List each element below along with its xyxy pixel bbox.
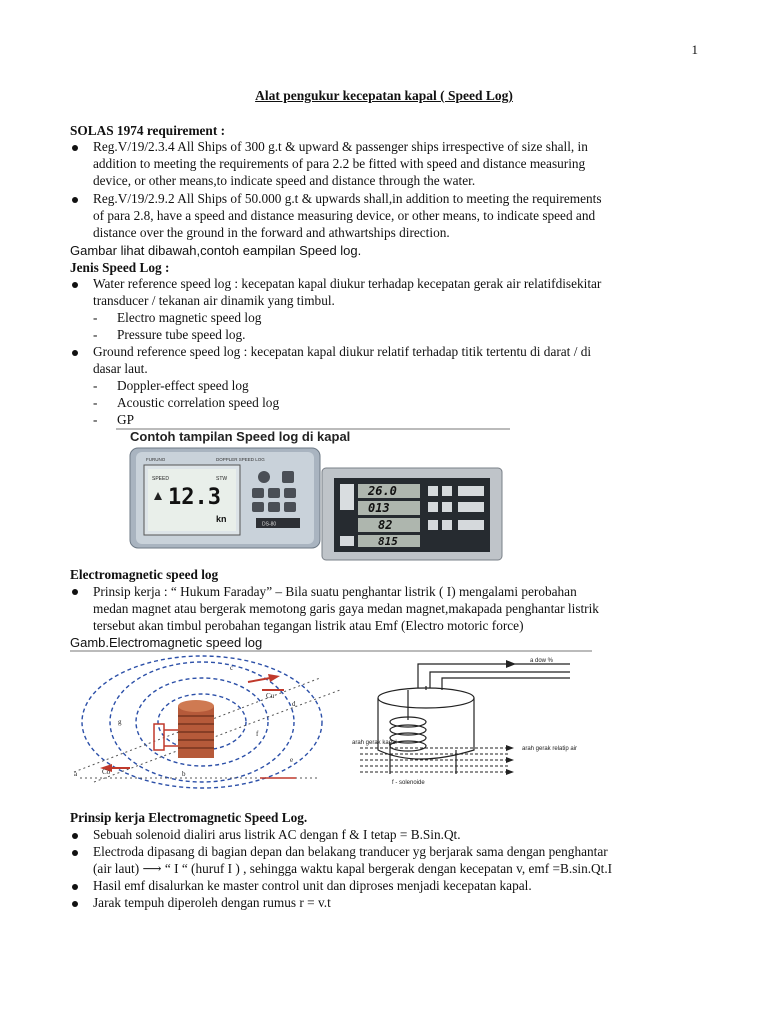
ground-ref-item bbox=[93, 343, 697, 377]
reading-3: 82 bbox=[378, 518, 393, 532]
label-a: a bbox=[74, 770, 78, 778]
label-co: Co bbox=[102, 768, 111, 776]
text-line: Reg.V/19/2.3.4 All Ships of 300 g.t & upward & passenger ships irrespective of size shall, in bbox=[93, 139, 588, 154]
text-line: Reg.V/19/2.9.2 All Ships of 50.000 g.t & upwards shall,in addition to meeting the requirements bbox=[93, 191, 602, 206]
prinsip-item-2 bbox=[93, 843, 697, 877]
text-line: addition to meeting the requirements of para 2.2 be fitted with speed and distance measuring bbox=[93, 156, 586, 172]
bullet-icon bbox=[72, 350, 78, 356]
ground-sub-2: Acoustic correlation speed log bbox=[117, 395, 280, 410]
solas-item-2 bbox=[93, 190, 697, 242]
em-figure-caption: Gamb.Electromagnetic speed log bbox=[70, 635, 263, 650]
solas-item-1 bbox=[93, 138, 697, 190]
bullet-icon bbox=[72, 197, 78, 203]
text-line: distance over the ground in the forward and athwartships direction. bbox=[93, 225, 450, 241]
em-principle bbox=[93, 583, 697, 635]
prinsip-item-1: Sebuah solenoid dialiri arus listrik AC dengan f & I tetap = B.Sin.Qt. bbox=[93, 827, 461, 842]
text-line: tersebut akan timbul perobahan tegangan listrik atau Emf (Electro motoric force) bbox=[93, 618, 524, 634]
label-solenoide: f - solenoide bbox=[392, 780, 425, 786]
bullet-icon bbox=[72, 884, 78, 890]
text-line: Ground reference speed log : kecepatan kapal diukur relatif terhadap titik tertentu di darat / di bbox=[93, 344, 592, 359]
figure-caption: Contoh tampilan Speed log di kapal bbox=[130, 429, 351, 444]
water-sub-2: Pressure tube speed log. bbox=[117, 327, 246, 342]
brand-label: FURUNO bbox=[146, 457, 166, 462]
water-ref-item bbox=[93, 275, 697, 309]
reading-4: 815 bbox=[378, 535, 398, 548]
text-line: of para 2.8, have a speed and distance measuring device, or other means, to indicate speed and bbox=[93, 208, 596, 224]
text-line: Electroda dipasang di bagian depan dan belakang tranducer yg berjarak sama dengan penghantar bbox=[93, 844, 608, 859]
speed-log-display-figure bbox=[116, 428, 510, 568]
label-f: f bbox=[256, 730, 259, 738]
label-e: e bbox=[290, 756, 294, 764]
speed-unit: kn bbox=[216, 514, 227, 524]
text-line: (air laut) ⟶ “ I “ (huruf I ) , sehingga waktu kapal bergerak dengan kecepatan v, emf =B.sin.Qt.I bbox=[93, 861, 613, 876]
label-d: d bbox=[292, 700, 296, 708]
dash-marker: - bbox=[93, 412, 98, 427]
label-cu: Cu bbox=[266, 692, 275, 700]
text-line: Water reference speed log : kecepatan kapal diukur terhadap kecepatan gerak air relatifdisekitar bbox=[93, 276, 602, 291]
digital-display-unit bbox=[322, 468, 502, 560]
text-line: Prinsip kerja : “ Hukum Faraday” – Bila suatu penghantar listrik ( I) mengalami perobahan bbox=[93, 584, 577, 599]
prinsip-heading: Prinsip kerja Electromagnetic Speed Log. bbox=[70, 810, 308, 825]
speaker-icon bbox=[340, 536, 354, 546]
prinsip-item-3: Hasil emf disalurkan ke master control unit dan diproses menjadi kecepatan kapal. bbox=[93, 878, 532, 893]
bullet-icon bbox=[72, 145, 78, 151]
model-sublabel: DS-80 bbox=[262, 521, 277, 528]
reading-1: 26.0 bbox=[368, 484, 397, 498]
electromagnetic-diagram bbox=[70, 650, 592, 792]
dash-marker: - bbox=[93, 310, 98, 325]
stw-label: STW bbox=[216, 476, 228, 482]
bullet-icon bbox=[72, 282, 78, 288]
label-b: b bbox=[182, 770, 186, 778]
label-ship-direction: arah gerak kapal bbox=[352, 740, 397, 746]
gambar-text: Gambar lihat dibawah,contoh eampilan Speed log. bbox=[70, 243, 362, 258]
label-g: g bbox=[118, 718, 122, 726]
jenis-heading: Jenis Speed Log : bbox=[70, 260, 170, 275]
speed-value: 12.3 bbox=[168, 485, 221, 510]
bullet-icon bbox=[72, 850, 78, 856]
dash-marker: - bbox=[93, 395, 98, 410]
speed-label: SPEED bbox=[152, 476, 169, 482]
solas-heading: SOLAS 1974 requirement : bbox=[70, 123, 226, 138]
water-sub-1: Electro magnetic speed log bbox=[117, 310, 262, 325]
prinsip-item-4: Jarak tempuh diperoleh dengan rumus r = v.t bbox=[93, 895, 331, 910]
ground-sub-1: Doppler-effect speed log bbox=[117, 378, 249, 393]
ground-sub-3: GP bbox=[117, 412, 134, 427]
bullet-icon bbox=[72, 901, 78, 907]
model-label: DOPPLER SPEED LOG bbox=[216, 457, 265, 462]
dash-marker: - bbox=[93, 327, 98, 342]
label-c: c bbox=[230, 664, 234, 672]
label-water-direction: arah gerak relatip air bbox=[522, 746, 578, 752]
reading-2: 013 bbox=[368, 501, 390, 515]
label-flow: a dow % bbox=[530, 658, 554, 664]
text-line: dasar laut. bbox=[93, 361, 148, 376]
page-title: Alat pengukur kecepatan kapal ( Speed Log) bbox=[255, 88, 513, 103]
bullet-icon bbox=[72, 833, 78, 839]
bullet-icon bbox=[72, 589, 78, 595]
page-number: 1 bbox=[691, 42, 698, 57]
text-line: device, or other means,to indicate speed and distance through the water. bbox=[93, 173, 476, 189]
dash-marker: - bbox=[93, 378, 98, 393]
text-line: medan magnet atau bergerak memotong garis gaya medan magnet,makapada penghantar listrik bbox=[93, 601, 599, 617]
furuno-display-unit bbox=[130, 448, 320, 548]
text-line: transducer / tekanan air dinamik yang timbul. bbox=[93, 293, 335, 308]
em-heading: Electromagnetic speed log bbox=[70, 567, 219, 582]
